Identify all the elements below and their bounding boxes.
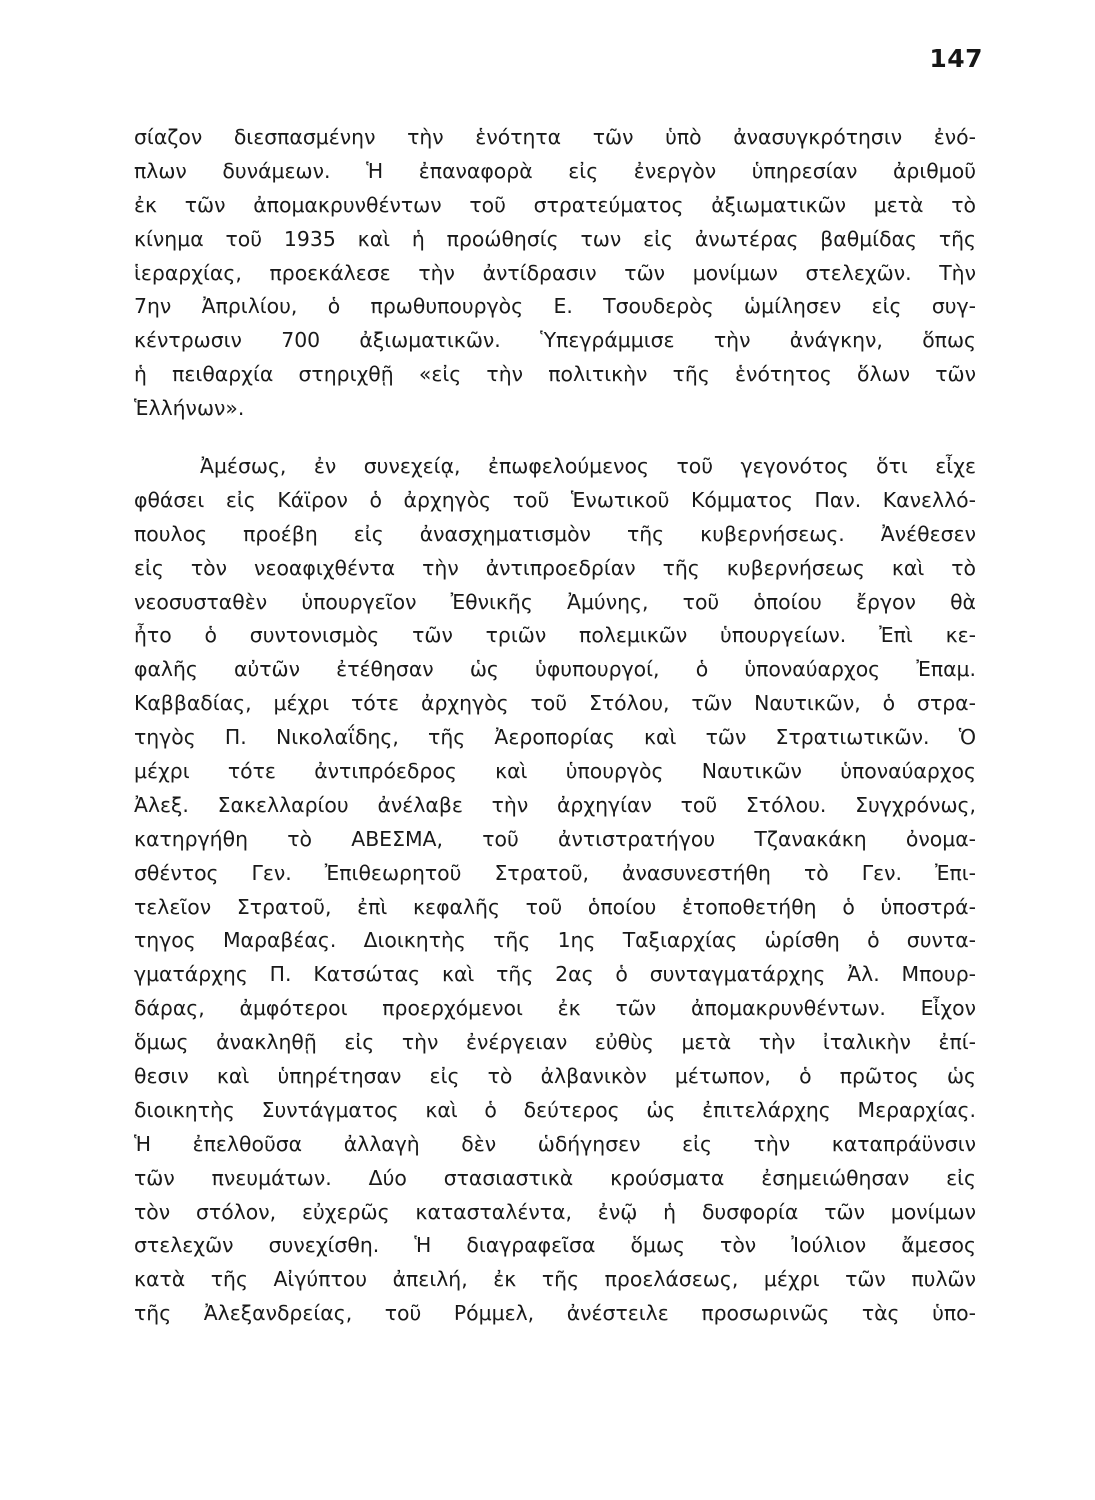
paragraph-2 xyxy=(134,450,976,1331)
paragraph-1 xyxy=(134,121,976,426)
text-line: Ἑλλήνων». xyxy=(134,396,245,421)
text-line: εἰς τὸν νεοαφιχθέντα τὴν ἀντιπροεδρίαν τῆς κυβερνήσεως καὶ τὸ xyxy=(134,555,976,580)
text-line: κατηργήθη τὸ ΑΒΕΣΜΑ, τοῦ ἀντιστρατήγου Τζανακάκη ὀνομα- xyxy=(134,826,976,851)
text-line: τὸν στόλον, εὐχερῶς κατασταλέντα, ἐνῷ ἡ δυσφορία τῶν μονίμων xyxy=(134,1199,976,1224)
text-line: τῆς Ἀλεξανδρείας, τοῦ Ρόμμελ, ἀνέστειλε προσωρινῶς τὰς ὑπο- xyxy=(134,1301,976,1326)
text-line: τηγὸς Π. Νικολαΐδης, τῆς Ἀεροπορίας καὶ τῶν Στρατιωτικῶν. Ὁ xyxy=(134,725,976,750)
text-line: φθάσει εἰς Κάϊρον ὁ ἀρχηγὸς τοῦ Ἑνωτικοῦ Κόμματος Παν. Κανελλό- xyxy=(134,487,976,512)
text-line: σίαζον διεσπασμένην τὴν ἑνότητα τῶν ὑπὸ ἀνασυγκρότησιν ἐνό- xyxy=(134,125,976,149)
text-line: διοικητὴς Συντάγματος καὶ ὁ δεύτερος ὡς ἐπιτελάρχης Μεραρχίας. xyxy=(134,1097,976,1122)
text-line: Καββαδίας, μέχρι τότε ἀρχηγὸς τοῦ Στόλου, τῶν Ναυτικῶν, ὁ στρα- xyxy=(134,691,976,716)
text-line: ὅμως ἀνακληθῇ εἰς τὴν ἐνέργειαν εὐθὺς μετὰ τὴν ἰταλικὴν ἐπί- xyxy=(134,1030,976,1055)
text-line: κίνημα τοῦ 1935 καὶ ἡ προώθησίς των εἰς ἀνωτέρας βαθμίδας τῆς xyxy=(134,226,976,251)
text-line: 7ην Ἀπριλίου, ὁ πρωθυπουργὸς Ε. Τσουδερὸς ὡμίλησεν εἰς συγ- xyxy=(134,294,976,319)
page-number: 147 xyxy=(929,44,983,73)
text-line: φαλῆς αὐτῶν ἐτέθησαν ὡς ὑφυπουργοί, ὁ ὑποναύαρχος Ἐπαμ. xyxy=(134,657,976,682)
text-line: πλων δυνάμεων. Ἡ ἐπαναφορὰ εἰς ἐνεργὸν ὑπηρεσίαν ἀριθμοῦ xyxy=(134,158,976,183)
text-line: πουλος προέβη εἰς ἀνασχηματισμὸν τῆς κυβερνήσεως. Ἀνέθεσεν xyxy=(134,521,976,546)
text-line: θεσιν καὶ ὑπηρέτησαν εἰς τὸ ἀλβανικὸν μέτωπον, ὁ πρῶτος ὡς xyxy=(134,1064,976,1089)
text-line: Ἀλεξ. Σακελλαρίου ἀνέλαβε τὴν ἀρχηγίαν τοῦ Στόλου. Συγχρόνως, xyxy=(134,792,976,817)
text-line: κατὰ τῆς Αἰγύπτου ἀπειλή, ἐκ τῆς προελάσεως, μέχρι τῶν πυλῶν xyxy=(134,1267,976,1292)
text-line: δάρας, ἀμφότεροι προερχόμενοι ἐκ τῶν ἀπομακρυνθέντων. Εἶχον xyxy=(134,996,976,1021)
text-line: Ἀμέσως, ἐν συνεχείᾳ, ἐπωφελούμενος τοῦ γεγονότος ὅτι εἶχε xyxy=(200,454,976,478)
text-line: ἡ πειθαρχία στηριχθῇ «εἰς τὴν πολιτικὴν τῆς ἑνότητος ὅλων τῶν xyxy=(134,362,976,387)
text-line: στελεχῶν συνεχίσθη. Ἡ διαγραφεῖσα ὅμως τὸν Ἰούλιον ἄμεσος xyxy=(134,1233,976,1258)
text-line: μέχρι τότε ἀντιπρόεδρος καὶ ὑπουργὸς Ναυτικῶν ὑποναύαρχος xyxy=(134,759,976,784)
text-line: τηγος Μαραβέας. Διοικητὴς τῆς 1ης Ταξιαρχίας ὡρίσθη ὁ συντα- xyxy=(134,928,976,953)
text-line: ἱεραρχίας, προεκάλεσε τὴν ἀντίδρασιν τῶν μονίμων στελεχῶν. Τὴν xyxy=(134,260,976,285)
text-line: κέντρωσιν 700 ἀξιωματικῶν. Ὑπεγράμμισε τὴν ἀνάγκην, ὅπως xyxy=(134,328,976,353)
text-line: Ἡ ἐπελθοῦσα ἀλλαγὴ δὲν ὡδήγησεν εἰς τὴν καταπράϋνσιν xyxy=(134,1131,976,1156)
text-line: ἦτο ὁ συντονισμὸς τῶν τριῶν πολεμικῶν ὑπουργείων. Ἐπὶ κε- xyxy=(134,623,976,648)
text-line: τῶν πνευμάτων. Δύο στασιαστικὰ κρούσματα ἐσημειώθησαν εἰς xyxy=(134,1165,976,1190)
text-line: τελεῖον Στρατοῦ, ἐπὶ κεφαλῆς τοῦ ὁποίου ἐτοποθετήθη ὁ ὑποστρά- xyxy=(134,894,976,919)
text-line: γματάρχης Π. Κατσώτας καὶ τῆς 2ας ὁ συνταγματάρχης Ἀλ. Μπουρ- xyxy=(134,962,976,987)
text-line: νεοσυσταθὲν ὑπουργεῖον Ἐθνικῆς Ἀμύνης, τοῦ ὁποίου ἔργον θὰ xyxy=(134,589,976,614)
text-line: σθέντος Γεν. Ἐπιθεωρητοῦ Στρατοῦ, ἀνασυνεστήθη τὸ Γεν. Ἐπι- xyxy=(134,860,976,885)
text-line: ἐκ τῶν ἀπομακρυνθέντων τοῦ στρατεύματος ἀξιωματικῶν μετὰ τὸ xyxy=(134,192,976,217)
